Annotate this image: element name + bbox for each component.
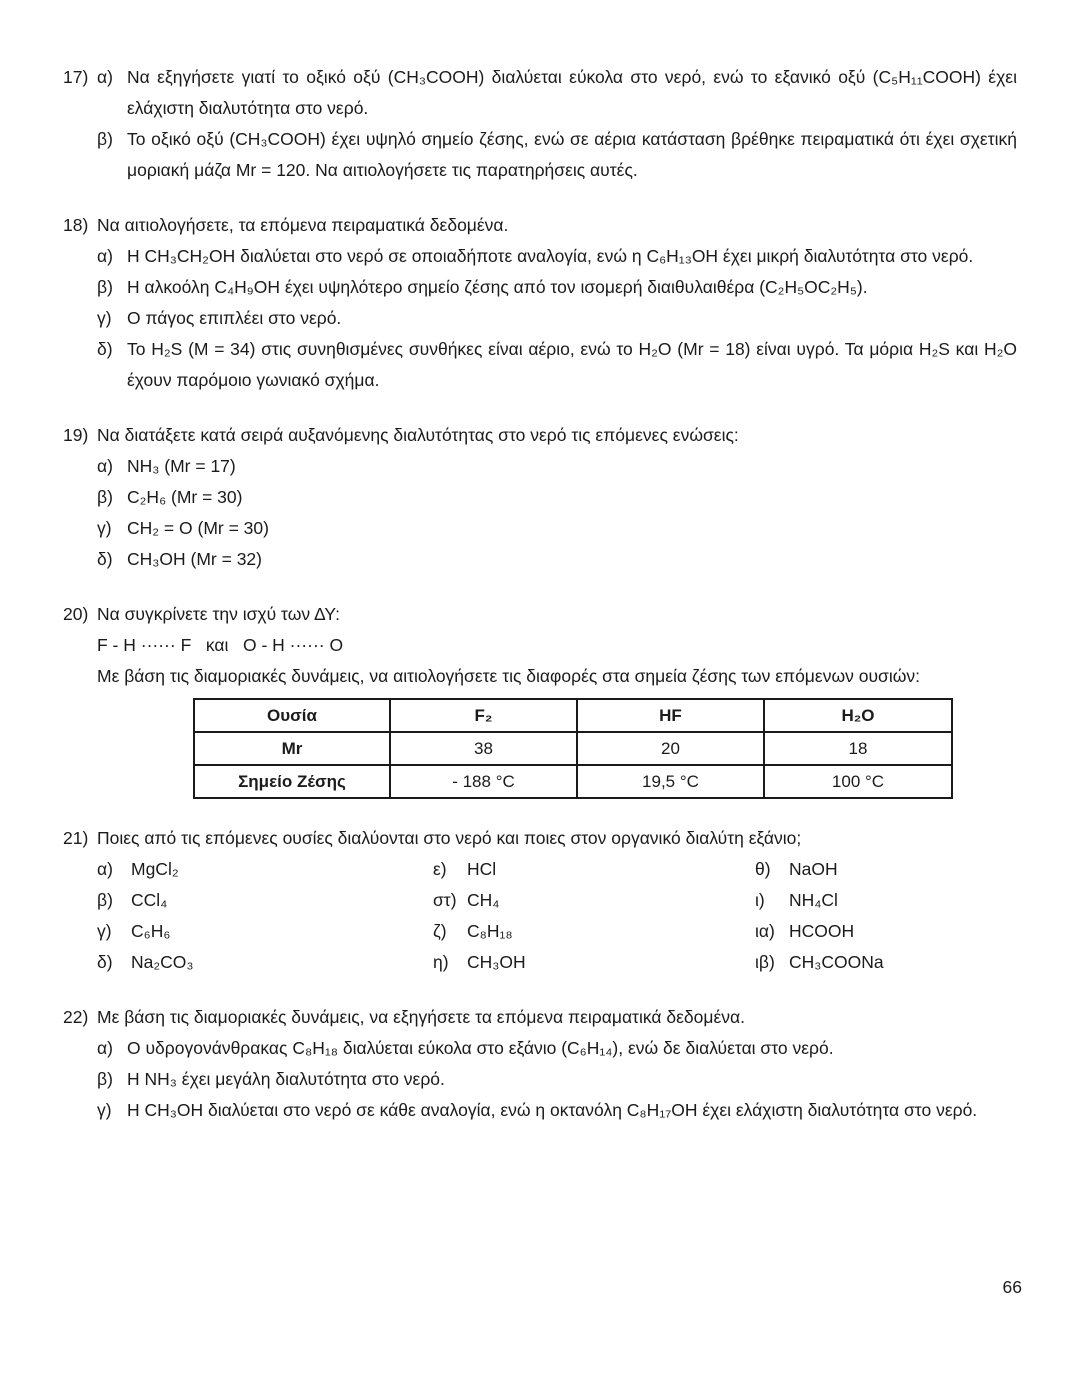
exercise-19 [63,420,1017,575]
grid-item-text: CH₄ [467,890,500,910]
table-cell-bp-f2: - 188 °C [390,765,577,798]
exercise-19-intro: Να διατάξετε κατά σειρά αυξανόμενης διαλυτότητας στο νερό τις επόμενες ενώσεις: [97,425,739,445]
grid-item-text: CH₃COONa [789,952,884,972]
sub-item-text: CH₂ = O (Mr = 30) [127,518,269,538]
sub-item-label: γ) [97,308,112,328]
sub-item-label: β) [97,129,113,149]
sub-item-19a [97,451,1017,482]
exercise-17-number: 17) [63,67,89,87]
grid-item-label: στ) [433,890,457,910]
sub-item-text: Το H₂S (M = 34) στις συνηθισμένες συνθήκες είναι αέριο, ενώ το H₂O (Mr = 18) είναι υγρό. Τα μόρια H₂S και H₂O έχουν παρόμοιο γωνιακό σχήμα. [127,339,1017,390]
grid-item-label: ε) [433,859,447,879]
grid-item-label: γ) [97,921,112,941]
sub-item-label: β) [97,1069,113,1089]
sub-item-label: δ) [97,549,113,569]
exercise-18-intro: Να αιτιολογήσετε, τα επόμενα πειραματικά δεδομένα. [97,215,509,235]
sub-item-19b [97,482,1017,513]
grid-item-label: ζ) [433,921,447,941]
exercise-20-intro: Να συγκρίνετε την ισχύ των ΔΥ: [97,604,340,624]
grid-item-text: Na₂CO₃ [131,952,194,972]
grid-item [97,916,433,947]
exercise-20-number: 20) [63,604,89,624]
grid-item [755,854,1017,885]
grid-item [97,947,433,978]
hydrogen-bond-formula: F - H ······ F και O - H ······ O [97,635,344,655]
sub-item-label: γ) [97,518,112,538]
exercise-20-body [97,599,1017,799]
table-cell-bp-h2o: 100 °C [764,765,952,798]
grid-item [97,885,433,916]
grid-item [433,916,755,947]
exercise-21-body [97,823,1017,978]
sub-item-22a [97,1033,1017,1064]
content [63,62,1017,1150]
sub-item-label: α) [97,1038,113,1058]
table-header-f2: F₂ [390,699,577,732]
grid-item-text: C₈H₁₈ [467,921,513,941]
grid-item-label: ιβ) [755,952,775,972]
table-cell-mr-f2: 38 [390,732,577,765]
table-cell-bp-hf: 19,5 °C [577,765,764,798]
table-header-substance: Ουσία [194,699,390,732]
sub-item-18b [97,272,1017,303]
table-cell-mr-hf: 20 [577,732,764,765]
sub-item-18d [97,334,1017,396]
boiling-point-table [193,698,953,799]
exercise-21-intro: Ποιες από τις επόμενες ουσίες διαλύονται στο νερό και ποιες στον οργανικό διαλύτη εξάνιο; [97,828,802,848]
table-header-h2o: H₂O [764,699,952,732]
grid-item-text: NH₄Cl [789,890,838,910]
grid-item-text: MgCl₂ [131,859,179,879]
table-cell-mr-label: Mr [194,732,390,765]
sub-item-text: Ο πάγος επιπλέει στο νερό. [127,308,342,328]
grid-item [433,854,755,885]
sub-item-text: NH₃ (Mr = 17) [127,456,236,476]
grid-item-label: α) [97,859,113,879]
sub-item-18c [97,303,1017,334]
exercise-22-number: 22) [63,1007,89,1027]
sub-item-label: β) [97,487,113,507]
sub-item-text: Το οξικό οξύ (CH₃COOH) έχει υψηλό σημείο ζέσης, ενώ σε αέρια κατάσταση βρέθηκε πειραματικά ότι έχει σχετική μοριακή μάζα Mr = 120. Να αιτιολογήσετε τις παρατηρήσεις αυτές. [127,129,1017,180]
exercise-20 [63,599,1017,799]
sub-item-label: α) [97,246,113,266]
grid-item [433,947,755,978]
sub-item-22c [97,1095,1017,1126]
table-row-mr [194,732,952,765]
grid-item-label: ια) [755,921,775,941]
sub-item-text: Η NH₃ έχει μεγάλη διαλυτότητα στο νερό. [127,1069,445,1089]
grid-item-text: NaOH [789,859,838,879]
grid-item-label: η) [433,952,449,972]
table-header-row [194,699,952,732]
sub-item-text: Ο υδρογονάνθρακας C₈H₁₈ διαλύεται εύκολα στο εξάνιο (C₆H₁₄), ενώ δε διαλύεται στο νερό. [127,1038,834,1058]
grid-item [755,916,1017,947]
grid-item-text: CH₃OH [467,952,526,972]
exercise-17-body [97,62,1017,186]
exercise-21-number: 21) [63,828,89,848]
grid-item [97,854,433,885]
sub-item-17b [97,124,1017,186]
sub-item-label: α) [97,456,113,476]
exercise-19-number: 19) [63,425,89,445]
exercise-18 [63,210,1017,396]
grid-item-label: ι) [755,890,765,910]
grid-item [755,947,1017,978]
exercise-18-body [97,210,1017,396]
substances-grid [97,854,1017,978]
exercise-22 [63,1002,1017,1126]
sub-item-17a [97,62,1017,124]
sub-item-label: γ) [97,1100,112,1120]
page-number: 66 [1002,1277,1022,1297]
grid-item-label: θ) [755,859,771,879]
sub-item-text: C₂H₆ (Mr = 30) [127,487,243,507]
sub-item-text: Η CH₃CH₂OH διαλύεται στο νερό σε οποιαδήποτε αναλογία, ενώ η C₆H₁₃OH έχει μικρή διαλυτότητα στο νερό. [127,246,974,266]
sub-item-19d [97,544,1017,575]
sub-item-text: CH₃OH (Mr = 32) [127,549,262,569]
sub-item-label: β) [97,277,113,297]
exercise-20-paragraph: Με βάση τις διαμοριακές δυνάμεις, να αιτιολογήσετε τις διαφορές στα σημεία ζέσης των επόμενων ουσιών: [97,666,920,686]
table-header-hf: HF [577,699,764,732]
exercise-18-number: 18) [63,215,89,235]
sub-item-18a [97,241,1017,272]
sub-item-19c [97,513,1017,544]
grid-item [433,885,755,916]
grid-item-label: δ) [97,952,113,972]
grid-item-text: CCl₄ [131,890,168,910]
grid-item-label: β) [97,890,113,910]
sub-item-22b [97,1064,1017,1095]
table-row-bp [194,765,952,798]
grid-item-text: HCOOH [789,921,855,941]
sub-item-text: Η CH₃OH διαλύεται στο νερό σε κάθε αναλογία, ενώ η οκτανόλη C₈H₁₇OH έχει ελάχιστη διαλυτότητα στο νερό. [127,1100,978,1120]
grid-item-text: HCl [467,859,497,879]
exercise-22-body [97,1002,1017,1126]
sub-item-label: α) [97,67,113,87]
grid-item [755,885,1017,916]
table-cell-mr-h2o: 18 [764,732,952,765]
table-cell-bp-label: Σημείο Ζέσης [194,765,390,798]
sub-item-text: Η αλκοόλη C₄H₉OH έχει υψηλότερο σημείο ζέσης από τον ισομερή διαιθυλαιθέρα (C₂H₅OC₂H₅). [127,277,868,297]
exercise-21 [63,823,1017,978]
grid-item-text: C₆H₆ [131,921,171,941]
exercise-19-body [97,420,1017,575]
exercise-22-intro: Με βάση τις διαμοριακές δυνάμεις, να εξηγήσετε τα επόμενα πειραματικά δεδομένα. [97,1007,746,1027]
exercise-17 [63,62,1017,186]
sub-item-text: Να εξηγήσετε γιατί το οξικό οξύ (CH₃COOH) διαλύεται εύκολα στο νερό, ενώ το εξανικό οξύ (C₅H₁₁COOH) έχει ελάχιστη διαλυτότητα στο νερό. [127,67,1017,118]
sub-item-label: δ) [97,339,113,359]
